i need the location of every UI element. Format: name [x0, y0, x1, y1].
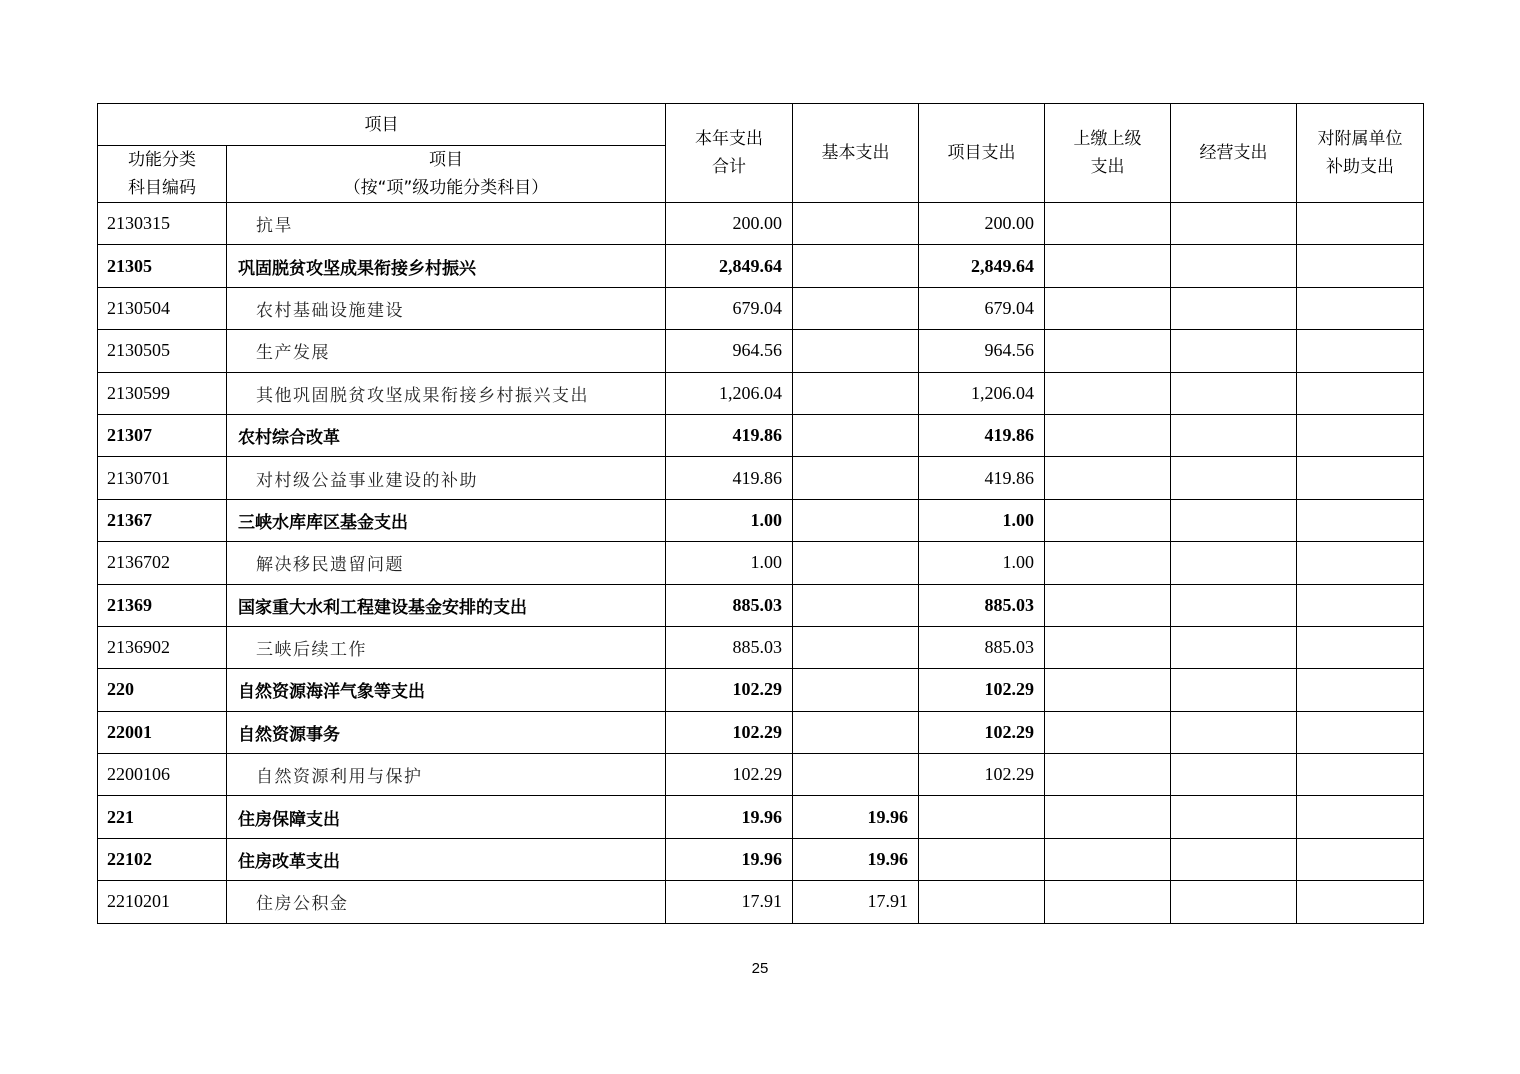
cell-project [919, 796, 1045, 838]
cell-project [919, 881, 1045, 923]
cell-code: 21367 [98, 499, 227, 541]
cell-basic [793, 711, 919, 753]
cell-business [1171, 372, 1297, 414]
cell-total: 19.96 [666, 796, 793, 838]
cell-name: 住房公积金 [227, 881, 666, 923]
cell-subsidy [1297, 669, 1424, 711]
cell-name: 国家重大水利工程建设基金安排的支出 [227, 584, 666, 626]
cell-name: 巩固脱贫攻坚成果衔接乡村振兴 [227, 245, 666, 287]
expenditure-table [97, 103, 1424, 924]
table-row [98, 881, 1424, 923]
cell-code: 221 [98, 796, 227, 838]
cell-upper [1045, 838, 1171, 880]
cell-code: 21305 [98, 245, 227, 287]
cell-upper [1045, 584, 1171, 626]
cell-name: 三峡后续工作 [227, 626, 666, 668]
cell-business [1171, 754, 1297, 796]
cell-business [1171, 584, 1297, 626]
header-code: 功能分类 科目编码 [98, 146, 227, 203]
table-header [98, 104, 1424, 203]
cell-total: 200.00 [666, 203, 793, 245]
cell-project [919, 838, 1045, 880]
table-row [98, 330, 1424, 372]
cell-upper [1045, 711, 1171, 753]
cell-code: 2136702 [98, 542, 227, 584]
cell-upper [1045, 457, 1171, 499]
header-total: 本年支出 合计 [666, 104, 793, 203]
cell-code: 2136902 [98, 626, 227, 668]
cell-total: 2,849.64 [666, 245, 793, 287]
cell-upper [1045, 796, 1171, 838]
table-row [98, 711, 1424, 753]
cell-basic [793, 245, 919, 287]
cell-name: 农村基础设施建设 [227, 287, 666, 329]
cell-business [1171, 881, 1297, 923]
table-row [98, 838, 1424, 880]
cell-upper [1045, 414, 1171, 456]
cell-project: 885.03 [919, 626, 1045, 668]
cell-total: 1.00 [666, 499, 793, 541]
cell-basic [793, 287, 919, 329]
cell-upper [1045, 669, 1171, 711]
cell-code: 21369 [98, 584, 227, 626]
cell-name: 其他巩固脱贫攻坚成果衔接乡村振兴支出 [227, 372, 666, 414]
table-row [98, 542, 1424, 584]
cell-project: 679.04 [919, 287, 1045, 329]
table-row [98, 457, 1424, 499]
table-row [98, 626, 1424, 668]
cell-code: 2130505 [98, 330, 227, 372]
cell-project: 2,849.64 [919, 245, 1045, 287]
cell-name: 抗旱 [227, 203, 666, 245]
cell-basic [793, 203, 919, 245]
header-upper: 上缴上级 支出 [1045, 104, 1171, 203]
cell-total: 17.91 [666, 881, 793, 923]
cell-basic: 19.96 [793, 796, 919, 838]
cell-basic [793, 542, 919, 584]
cell-project: 1,206.04 [919, 372, 1045, 414]
cell-total: 102.29 [666, 669, 793, 711]
cell-business [1171, 711, 1297, 753]
cell-business [1171, 330, 1297, 372]
cell-subsidy [1297, 711, 1424, 753]
header-business: 经营支出 [1171, 104, 1297, 203]
table-row [98, 203, 1424, 245]
header-basic: 基本支出 [793, 104, 919, 203]
cell-total: 1,206.04 [666, 372, 793, 414]
cell-name: 三峡水库库区基金支出 [227, 499, 666, 541]
table-row [98, 414, 1424, 456]
table-row [98, 372, 1424, 414]
cell-basic [793, 584, 919, 626]
cell-project: 102.29 [919, 711, 1045, 753]
cell-basic [793, 626, 919, 668]
cell-upper [1045, 542, 1171, 584]
table-row [98, 287, 1424, 329]
cell-business [1171, 499, 1297, 541]
cell-name: 自然资源海洋气象等支出 [227, 669, 666, 711]
cell-basic [793, 457, 919, 499]
cell-subsidy [1297, 838, 1424, 880]
cell-business [1171, 203, 1297, 245]
cell-subsidy [1297, 881, 1424, 923]
table-row [98, 669, 1424, 711]
cell-total: 885.03 [666, 584, 793, 626]
cell-upper [1045, 372, 1171, 414]
cell-upper [1045, 245, 1171, 287]
cell-total: 102.29 [666, 711, 793, 753]
cell-code: 2210201 [98, 881, 227, 923]
cell-name: 住房改革支出 [227, 838, 666, 880]
table-row [98, 584, 1424, 626]
header-subsidy: 对附属单位 补助支出 [1297, 104, 1424, 203]
cell-project: 200.00 [919, 203, 1045, 245]
header-project: 项目支出 [919, 104, 1045, 203]
cell-upper [1045, 287, 1171, 329]
cell-basic [793, 372, 919, 414]
cell-project: 885.03 [919, 584, 1045, 626]
cell-code: 21307 [98, 414, 227, 456]
cell-total: 19.96 [666, 838, 793, 880]
cell-code: 22001 [98, 711, 227, 753]
cell-name: 解决移民遗留问题 [227, 542, 666, 584]
cell-total: 885.03 [666, 626, 793, 668]
cell-total: 419.86 [666, 414, 793, 456]
cell-basic [793, 669, 919, 711]
cell-upper [1045, 881, 1171, 923]
cell-upper [1045, 203, 1171, 245]
cell-business [1171, 542, 1297, 584]
cell-basic: 19.96 [793, 838, 919, 880]
cell-total: 419.86 [666, 457, 793, 499]
cell-subsidy [1297, 499, 1424, 541]
cell-subsidy [1297, 245, 1424, 287]
cell-upper [1045, 754, 1171, 796]
cell-name: 自然资源事务 [227, 711, 666, 753]
cell-basic: 17.91 [793, 881, 919, 923]
cell-subsidy [1297, 330, 1424, 372]
cell-project: 1.00 [919, 542, 1045, 584]
cell-code: 2130701 [98, 457, 227, 499]
cell-subsidy [1297, 542, 1424, 584]
cell-subsidy [1297, 796, 1424, 838]
header-group-label: 项目 [98, 104, 666, 146]
cell-name: 住房保障支出 [227, 796, 666, 838]
cell-business [1171, 796, 1297, 838]
table-row [98, 245, 1424, 287]
page-number: 25 [751, 960, 769, 977]
cell-name: 自然资源利用与保护 [227, 754, 666, 796]
cell-basic [793, 330, 919, 372]
cell-basic [793, 754, 919, 796]
cell-project: 1.00 [919, 499, 1045, 541]
cell-total: 1.00 [666, 542, 793, 584]
table-row [98, 499, 1424, 541]
cell-code: 2130315 [98, 203, 227, 245]
cell-project: 964.56 [919, 330, 1045, 372]
cell-name: 对村级公益事业建设的补助 [227, 457, 666, 499]
cell-upper [1045, 626, 1171, 668]
cell-business [1171, 414, 1297, 456]
cell-subsidy [1297, 203, 1424, 245]
cell-total: 102.29 [666, 754, 793, 796]
cell-project: 102.29 [919, 754, 1045, 796]
header-name: 项目 （按“项”级功能分类科目） [227, 146, 666, 203]
cell-subsidy [1297, 287, 1424, 329]
cell-total: 679.04 [666, 287, 793, 329]
cell-subsidy [1297, 754, 1424, 796]
cell-basic [793, 499, 919, 541]
cell-name: 农村综合改革 [227, 414, 666, 456]
cell-business [1171, 838, 1297, 880]
cell-business [1171, 287, 1297, 329]
cell-upper [1045, 499, 1171, 541]
cell-subsidy [1297, 584, 1424, 626]
cell-subsidy [1297, 457, 1424, 499]
cell-basic [793, 414, 919, 456]
cell-business [1171, 626, 1297, 668]
cell-subsidy [1297, 626, 1424, 668]
cell-code: 22102 [98, 838, 227, 880]
cell-total: 964.56 [666, 330, 793, 372]
cell-code: 2200106 [98, 754, 227, 796]
table-row [98, 754, 1424, 796]
table-body [98, 203, 1424, 924]
cell-code: 220 [98, 669, 227, 711]
cell-upper [1045, 330, 1171, 372]
cell-project: 419.86 [919, 414, 1045, 456]
cell-business [1171, 245, 1297, 287]
table-row [98, 796, 1424, 838]
cell-business [1171, 457, 1297, 499]
cell-code: 2130599 [98, 372, 227, 414]
cell-code: 2130504 [98, 287, 227, 329]
cell-name: 生产发展 [227, 330, 666, 372]
cell-subsidy [1297, 372, 1424, 414]
cell-business [1171, 669, 1297, 711]
cell-subsidy [1297, 414, 1424, 456]
cell-project: 419.86 [919, 457, 1045, 499]
cell-project: 102.29 [919, 669, 1045, 711]
